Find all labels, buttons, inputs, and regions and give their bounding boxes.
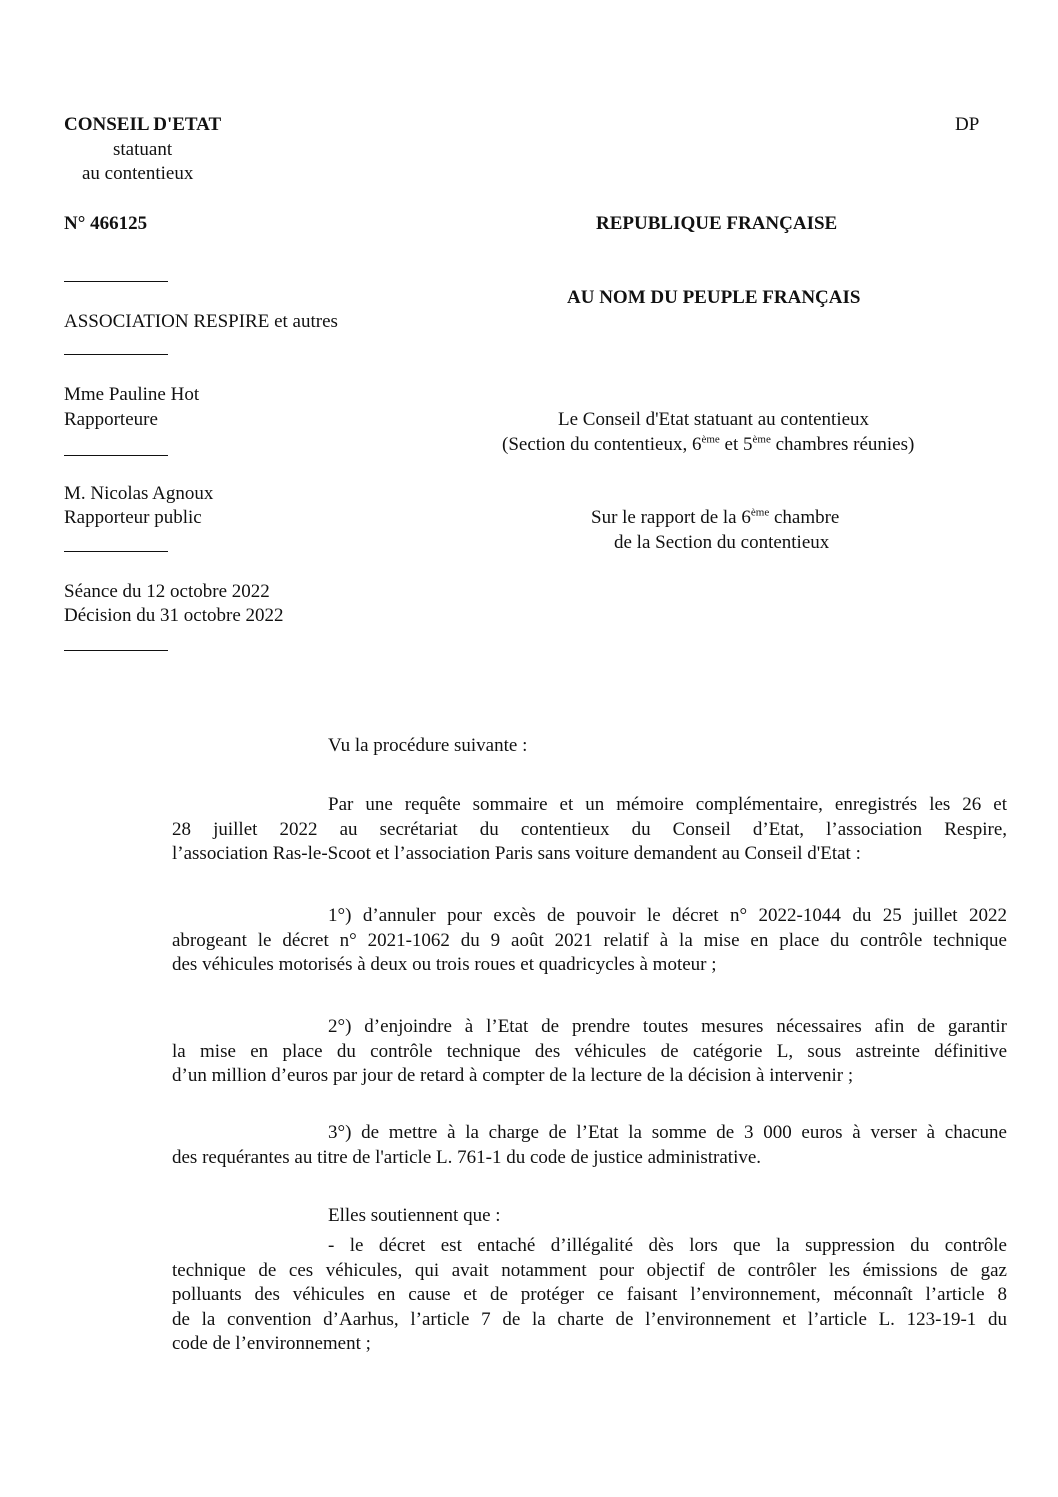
rapporteur-name: Mme Pauline Hot (64, 384, 200, 405)
separator-rule (64, 281, 168, 282)
procedure-intro: Vu la procédure suivante : (328, 735, 528, 756)
decision-date: Décision du 31 octobre 2022 (64, 605, 284, 626)
court-subtitle-1: statuant (113, 139, 173, 160)
separator-rule (64, 650, 168, 651)
paragraph-conclusion-2: 2°) d’enjoindre à l’Etat de prendre toutes mesures nécessaires afin de garantir la mise en place du contrôle technique des véhicules de catégorie L, sous astreinte définitive d’un million d’euros par jour de retard à compter de la lecture de la décision à intervenir ; (172, 1016, 1007, 1086)
court-subtitle-2: au contentieux (82, 163, 194, 184)
case-number: N° 466125 (64, 213, 148, 234)
report-line-2: de la Section du contentieux (614, 532, 830, 553)
public-rapporteur-role: Rapporteur public (64, 507, 202, 528)
party-name: ASSOCIATION RESPIRE et autres (64, 311, 338, 332)
paragraph-conclusion-1: 1°) d’annuler pour excès de pouvoir le décret n° 2022-1044 du 25 juillet 2022 abrogeant le décret n° 2021-1062 du 9 août 2021 relatif à la mise en place du contrôle technique des véhicules motorisés à deux ou trois roues et quadricycles à moteur ; (172, 905, 1007, 975)
people-heading: AU NOM DU PEUPLE FRANÇAIS (567, 287, 861, 308)
paragraph-conclusion-3: 3°) de mettre à la charge de l’Etat la somme de 3 000 euros à verser à chacune des requérantes au titre de l'article L. 761-1 du code de justice administrative. (172, 1122, 1007, 1168)
public-rapporteur-name: M. Nicolas Agnoux (64, 483, 214, 504)
separator-rule (64, 354, 168, 355)
court-name: CONSEIL D'ETAT (64, 114, 222, 135)
formation-line-2: (Section du contentieux, 6ème et 5ème chambres réunies) (502, 433, 915, 455)
document-mark: DP (955, 114, 980, 135)
paragraph-request: Par une requête sommaire et un mémoire complémentaire, enregistrés les 26 et 28 juillet 2022 au secrétariat du contentieux du Conseil d’Etat, l’association Respire, l’association Ras-le-Scoot et l’association Paris sans voiture demandent au Conseil d'Etat : (172, 794, 1007, 864)
separator-rule (64, 551, 168, 552)
paragraph-argument: - le décret est entaché d’illégalité dès lors que la suppression du contrôle technique de ces véhicules, qui avait notamment pour objectif de contrôler les émissions de gaz polluants des véhicules en cause et de protéger ce faisant l’environnement, méconnaît l’article 8 de la convention d’Aarhus, l’article 7 de la charte de l’environnement et l’article L. 123-19-1 du code de l’environnement ; (172, 1235, 1007, 1354)
arguments-intro: Elles soutiennent que : (328, 1205, 501, 1226)
republic-heading: REPUBLIQUE FRANÇAISE (596, 213, 838, 234)
seance-date: Séance du 12 octobre 2022 (64, 581, 270, 602)
report-line-1: Sur le rapport de la 6ème chambre (591, 506, 840, 528)
separator-rule (64, 455, 168, 456)
rapporteur-role: Rapporteure (64, 409, 158, 430)
formation-line-1: Le Conseil d'Etat statuant au contentieux (558, 409, 870, 430)
